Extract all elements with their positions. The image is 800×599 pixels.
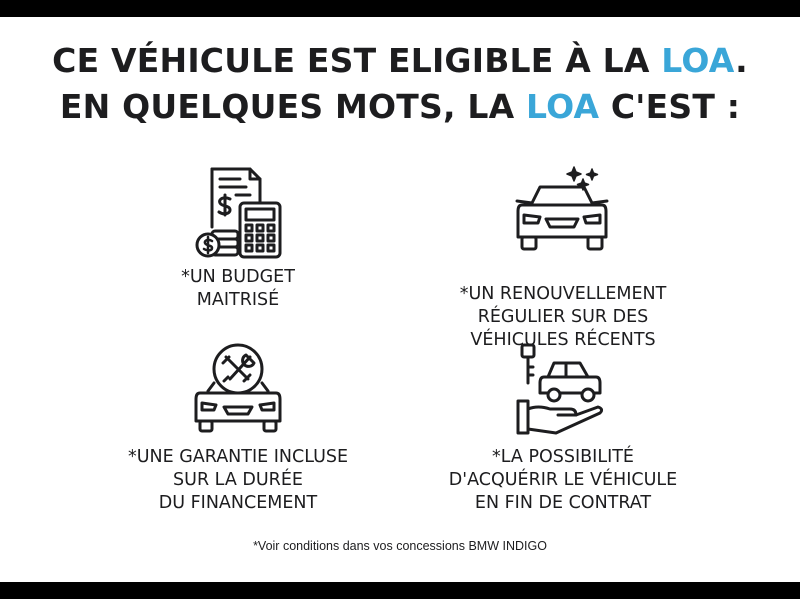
feature-purchase-line: *LA POSSIBILITÉ [492, 447, 634, 467]
feature-budget-line: MAITRISÉ [196, 290, 280, 310]
headline-2-text: EN QUELQUES MOTS, LA [59, 87, 527, 126]
headline-1-accent: LOA [661, 41, 736, 80]
new-car-sparkle-icon [512, 165, 612, 257]
feature-renewal-caption [430, 283, 696, 352]
feature-purchase-caption [430, 446, 696, 515]
car-service-tools-icon [192, 343, 284, 433]
budget-calculator-icon [190, 165, 286, 261]
feature-renewal-line: RÉGULIER SUR DES [477, 307, 649, 327]
feature-purchase-line: D'ACQUÉRIR LE VÉHICULE [448, 470, 678, 490]
feature-warranty-line: DU FINANCEMENT [158, 493, 318, 513]
headline-line-1 [0, 41, 800, 80]
loa-panel [0, 17, 800, 582]
feature-renewal-line: VÉHICULES RÉCENTS [470, 330, 656, 350]
headline-1-end: . [735, 41, 748, 80]
headline-2-end: C'EST : [599, 87, 741, 126]
feature-warranty-line: *UNE GARANTIE INCLUSE [127, 447, 349, 467]
headline-1-text: CE VÉHICULE EST ELIGIBLE À LA [52, 41, 662, 80]
feature-budget-line: *UN BUDGET [181, 267, 295, 287]
conditions-footnote: *Voir conditions dans vos concessions BMW INDIGO [253, 539, 547, 553]
feature-purchase-line: EN FIN DE CONTRAT [474, 493, 652, 513]
headline-2-accent: LOA [526, 87, 600, 126]
feature-warranty-line: SUR LA DURÉE [173, 470, 303, 490]
feature-renewal-line: *UN RENOUVELLEMENT [459, 284, 667, 304]
feature-warranty-caption [110, 446, 366, 515]
headline-line-2 [0, 87, 800, 126]
key-car-hand-icon [514, 343, 606, 437]
feature-budget-caption [140, 266, 336, 312]
